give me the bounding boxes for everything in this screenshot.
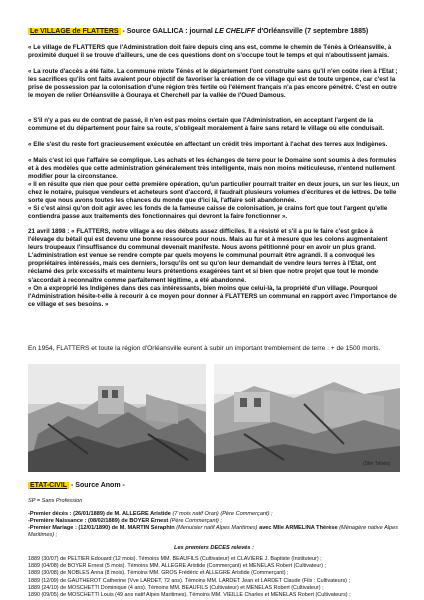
quote-paragraph-2: « La route d'accès a été faite. La commune mixte Ténès et le département l'ont construite sans qu'il n'en coûte rien à l'Etat ; les sacrifices qu'ils ont faits avaient pour objectif de favoriser la création de ce village qui est de toute urgence, car c'est la prise de possession par la colonisation d'une région très fertile où l'élément français n'a pas encore pénétré. C'est en outre le moyen de relier Orléansville à Gouraya et Cherchell par la vallée de l'Oued Damous. <box>28 68 398 100</box>
death-row: 1889 (12/09) de GAUTHEROT Catherine (Vve LARDET, 72 ans). Témoins MM. LARDET Jean et LARDET Claude (Fils : Cultivateurs) ; <box>28 577 350 584</box>
quote-paragraph-3: « S'il n'y a pas eu de contrat de passé, il n'en est pas moins certain que l'Administration, en acceptant l'argent de la commune et du département pour faire sa route, s'obligeait moralement à faire sans retard le village où elle conduisait. <box>28 117 384 133</box>
ruins-photo-left <box>28 364 206 472</box>
report-1898-end: « On a exproprié les Indigènes dans des cas intéressants, bien moins que celui-là, la propriété d'un village. Pourquoi l'Administration hésite-t-elle à recourir à ce moyen pour donner à FLATTERS un communal en rapport avec l'importance de ce village et ses besoins. » <box>28 285 397 309</box>
quote-paragraph-6: « Il en résulte que rien que pour cette première opération, qu'un particulier pourrait traiter en deux jours, un sur les lieux, un chez le notaire, puisque vendeurs et acheteurs sont d'accord, il faudrait plusieurs volumes d'écritures et de lettres. De telle sorte que nous avons toutes les chances du monde que d'ici là, l'affaire soit abandonnée. <box>28 181 400 205</box>
journal-name: LE CHELIFF <box>214 28 256 35</box>
ruins-photo-right <box>214 364 400 472</box>
sp-legend: SP = Sans Profession <box>28 498 83 504</box>
earthquake-note: En 1954, FLATTERS et toute la région d'Orléansville eurent à subir un important tremblement de terre : + de 1500 morts. <box>28 345 381 352</box>
document-header <box>28 26 400 37</box>
etat-civil-title: ETAT-CIVIL <box>30 482 68 489</box>
quote-paragraph-1: « Le village de FLATTERS que l'Administration doit faire depuis cinq ans est, comme le chemin de Ténès à Orléansville, à proximité duquel il se trouve d'ailleurs, une de ces questions dont on s'occupe tout le temps et qui n'aboutissent jamais. <box>28 44 392 60</box>
report-date: 21 avril 1898 <box>28 228 66 235</box>
etat-civil-source: - Source Anom - <box>69 482 125 489</box>
source-label: - Source GALLICA : journal <box>120 28 215 35</box>
quote-paragraph-5: « Mais c'est ici que l'affaire se complique. Les achats et les échanges de terre pour le Domaine sont soumis à des formules et à des modèles que cette administration généralement très intelligente, mais non moins méticuleuse, n'entend nullement modifier pour la circonstance. <box>28 157 397 181</box>
death-row: 1889 (30/07) de PELTIER Edouard (12 mois). Témoins MM. BEAUFILS (Cultivateur) et CLAVIERE J. Baptiste (Instituteur) ; <box>28 556 322 562</box>
quote-paragraph-7: « Si c'est ainsi qu'on doit agir avec les fonds de la fameuse caisse de colonisation, je crains fort que tout l'argent qu'elle contiendra passe aux traitements des fonctionnaires qui devront la faire fonctionner ». <box>28 205 388 221</box>
death-row: 1889 (04/08) de BOYER Ernest (5 mois). Témoins MM. ALLEGRE Aristide (Commerçant) et MENELAS Robert (Cultivateur) ; <box>28 563 326 570</box>
deaths-title: Les premiers DECES relevés : <box>174 545 254 551</box>
death-row: 1889 (24/10) de MOSCHETTI Dominique (4 ans). Témoins MM. BEAUFILS (Cultivateur) et MENELAS Robert (Cultivateur) ; <box>28 584 324 591</box>
first-marriage: -Premier Mariage : (12/01/1890) de M. MARTIN Séraphin (Menuisier natif Alpes Maritimes) avec Mlle ARMELINA Thérèse (Ménagère native Alpes Maritimes) ; <box>28 525 399 538</box>
ruins-photo-left-image <box>28 364 206 472</box>
ruins-photo-right-image <box>214 364 400 472</box>
first-birth: -Première Naissance : (08/02/1889) de BOYER Ernest (Père Commerçant) ; <box>28 518 223 524</box>
death-row: 1890 (09/05) de MOSCHETTI Louis (49 ans natif Alpes Maritimes). Témoins MM. VIEILLE Charles et MENELAS Robert (Cultivateurs) ; <box>28 592 351 599</box>
source-end: d'Orléansville (7 septembre 1885) <box>255 28 369 35</box>
first-death: -Premier décès : (26/01/1889) de M. ALLEGRE Aristide (7 mois natif Oran) (Père Commerçant) ; <box>28 511 273 517</box>
report-1898 <box>28 228 400 285</box>
first-events <box>28 511 400 539</box>
deaths-list <box>28 556 400 599</box>
etat-civil-header <box>28 481 125 491</box>
death-row: 1889 (30/08) de NOBLES Anna (8 mois). Témoins MM. GROS Frédéric et ALLEGRE Aristide (Commerçant) ; <box>28 570 289 577</box>
village-title: Le VILLAGE de FLATTERS <box>30 28 119 35</box>
report-text: : « FLATTERS, notre village a eu des débuts assez difficiles. Il a résisté et s'il a pu le faire c'est grâce à l'élevage du bétail qui est devenu une bonne ressource pour nous. Mais au fur et à mesure que les colons augmentaient leurs troupeaux l'insuffisance du communal devenait manifeste. Nous avons pétitionné pour en avoir un plus grand. L'administration est venue se rendre compte par quels moyens le communal pourrait être agrandi. Il a convoqué les propriétaires intéressés, mais ces derniers, lorsqu'ils ont su qu'on leur demandait de vendre leurs terres à l'Etat, ont réclamé des prix excessifs et maintenu leurs prétentions exagérées tant et si bien que notre projet que tout le monde s'accordait à reconnaître comme parfaitement légitime, a été abandonné. <box>28 228 388 284</box>
quote-paragraph-4: « Elle s'est du reste fort gracieusement exécutée en affectant un crédit très important à l'achat des terres aux Indigènes. <box>28 141 388 148</box>
photo-caption: (Site Ténès) <box>363 461 391 467</box>
